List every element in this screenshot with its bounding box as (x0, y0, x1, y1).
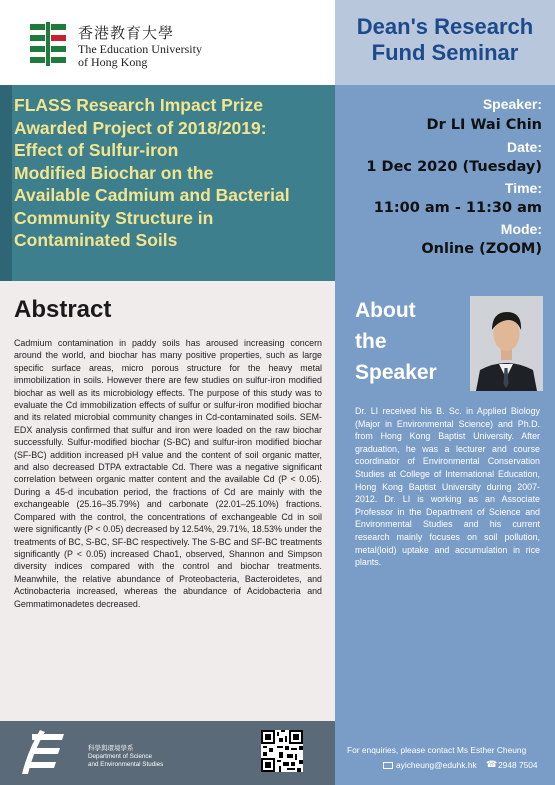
department-logo-icon (18, 728, 68, 776)
date-label: Date: (506, 139, 542, 155)
logo-english-name-line2: of Hong Kong (78, 55, 148, 69)
time-value: 11:00 am - 11:30 am (373, 200, 542, 216)
project-title-line: Awarded Project of 2018/2019: (14, 117, 267, 138)
speaker-photo (470, 296, 543, 391)
project-title-line: Community Structure in (14, 207, 214, 228)
about-speaker-text: Dr. LI received his B. Sc. in Applied Biology (Major in Environmental Science) and Ph.D. from Hong Kong Baptist University. After graduation, he was a lecturer and course coordinator of Environmental Conservation Studies at College of International Education, Hong Kong Baptist University during 2007-2012. Dr. LI is working as an Associate Professor in the Department of Science and Environmental Studies and his current research mainly focuses on soil pollution, metal(loid) uptake and accumulation in rice plants. (355, 406, 540, 568)
speaker-value: Dr LI Wai Chin (426, 117, 542, 133)
qr-code-icon[interactable] (261, 730, 303, 772)
eduhk-logo-icon (30, 22, 66, 66)
date-value: 1 Dec 2020 (Tuesday) (366, 159, 542, 175)
about-heading-line1: About (355, 299, 416, 322)
contact-email-link[interactable]: ayicheung@eduhk.hk (396, 760, 477, 770)
abstract-text: Cadmium contamination in paddy soils has aroused increasing concern around the world, and biochar has many positive properties, such as large specific surface areas, micro porous structure for the heavy metal immobilization in soils. However there are few studies on sulfur-iron modified biochar as well as its microbiology effects. The purpose of this study was to evaluate the Cd immobilization effects of sulfur or sulfur-iron modified biochar and its related microbial community changes in Cd-contaminated soils. SEM-EDX analysis confirmed that sulfur and iron were loaded on the raw biochar successfully. Sulfur-modified biochar (S-BC) and sulfur-iron modified biochar (SF-BC) addition increased pH value and the content of soil organic matter, and also decreased DTPA extractable Cd. There was a negative significant correlation between organic matter content and the available Cd (P < 0.05). During a 45-d incubation period, the fractions of Cd are mainly with the exchangeable (25.16–35.79%) and carbonate (22.01–25.10%) fractions. Compared with the control, the concentrations of exchangeable Cd in soil were significantly (P < 0.05) decreased by 12.54%, 29.71%, 18.53% under the treatments of BC, S-BC, SF-BC respectively. The S-BC and SF-BC treatments significantly (P < 0.05) increased Chao1, observed, Shannon and Simpson diversity indices compared with the control and biochar treatments. Meanwhile, the relative abundance of Proteobacteria, Bacteroidetes, and Actinobacteria increased, whereas the abundance of Acidobacteria and Gemmatimonadetes decreased. (14, 338, 322, 609)
phone-icon: ☎ (486, 759, 498, 769)
department-english-name-line2: and Environmental Studies (88, 761, 164, 768)
mode-value: Online (ZOOM) (421, 241, 542, 257)
seminar-title-line1: Dean's Research (356, 14, 534, 39)
seminar-title (335, 14, 555, 66)
about-heading-line2: the (355, 330, 387, 353)
logo-english-name-line1: The Education University (78, 42, 202, 56)
project-title-line: FLASS Research Impact Prize (14, 95, 263, 115)
department-english-name-line1: Department of Science (88, 753, 153, 760)
about-heading-line3: Speaker (355, 361, 437, 384)
about-heading (355, 295, 465, 388)
contact-phone: 2948 7504 (498, 760, 538, 770)
enquiry-text: For enquiries, please contact Ms Esther Cheung (347, 745, 527, 755)
title-band-stripe (0, 85, 12, 281)
logo-chinese-name: 香港教育大學 (78, 24, 175, 42)
department-chinese-name: 科學與環境學系 (88, 745, 134, 752)
project-title-line: Effect of Sulfur-iron (14, 140, 179, 160)
speaker-label: Speaker: (482, 96, 542, 112)
seminar-title-line2: Fund Seminar (371, 40, 519, 65)
project-title (14, 94, 332, 252)
time-label: Time: (504, 180, 542, 196)
project-title-line: Available Cadmium and Bacterial (14, 185, 290, 205)
mode-label: Mode: (500, 221, 542, 237)
speaker-portrait-icon (470, 296, 543, 391)
project-title-line: Contaminated Soils (14, 230, 178, 250)
mail-icon (383, 762, 393, 769)
project-title-line: Modified Biochar on the (14, 162, 214, 183)
abstract-heading: Abstract (14, 296, 112, 323)
